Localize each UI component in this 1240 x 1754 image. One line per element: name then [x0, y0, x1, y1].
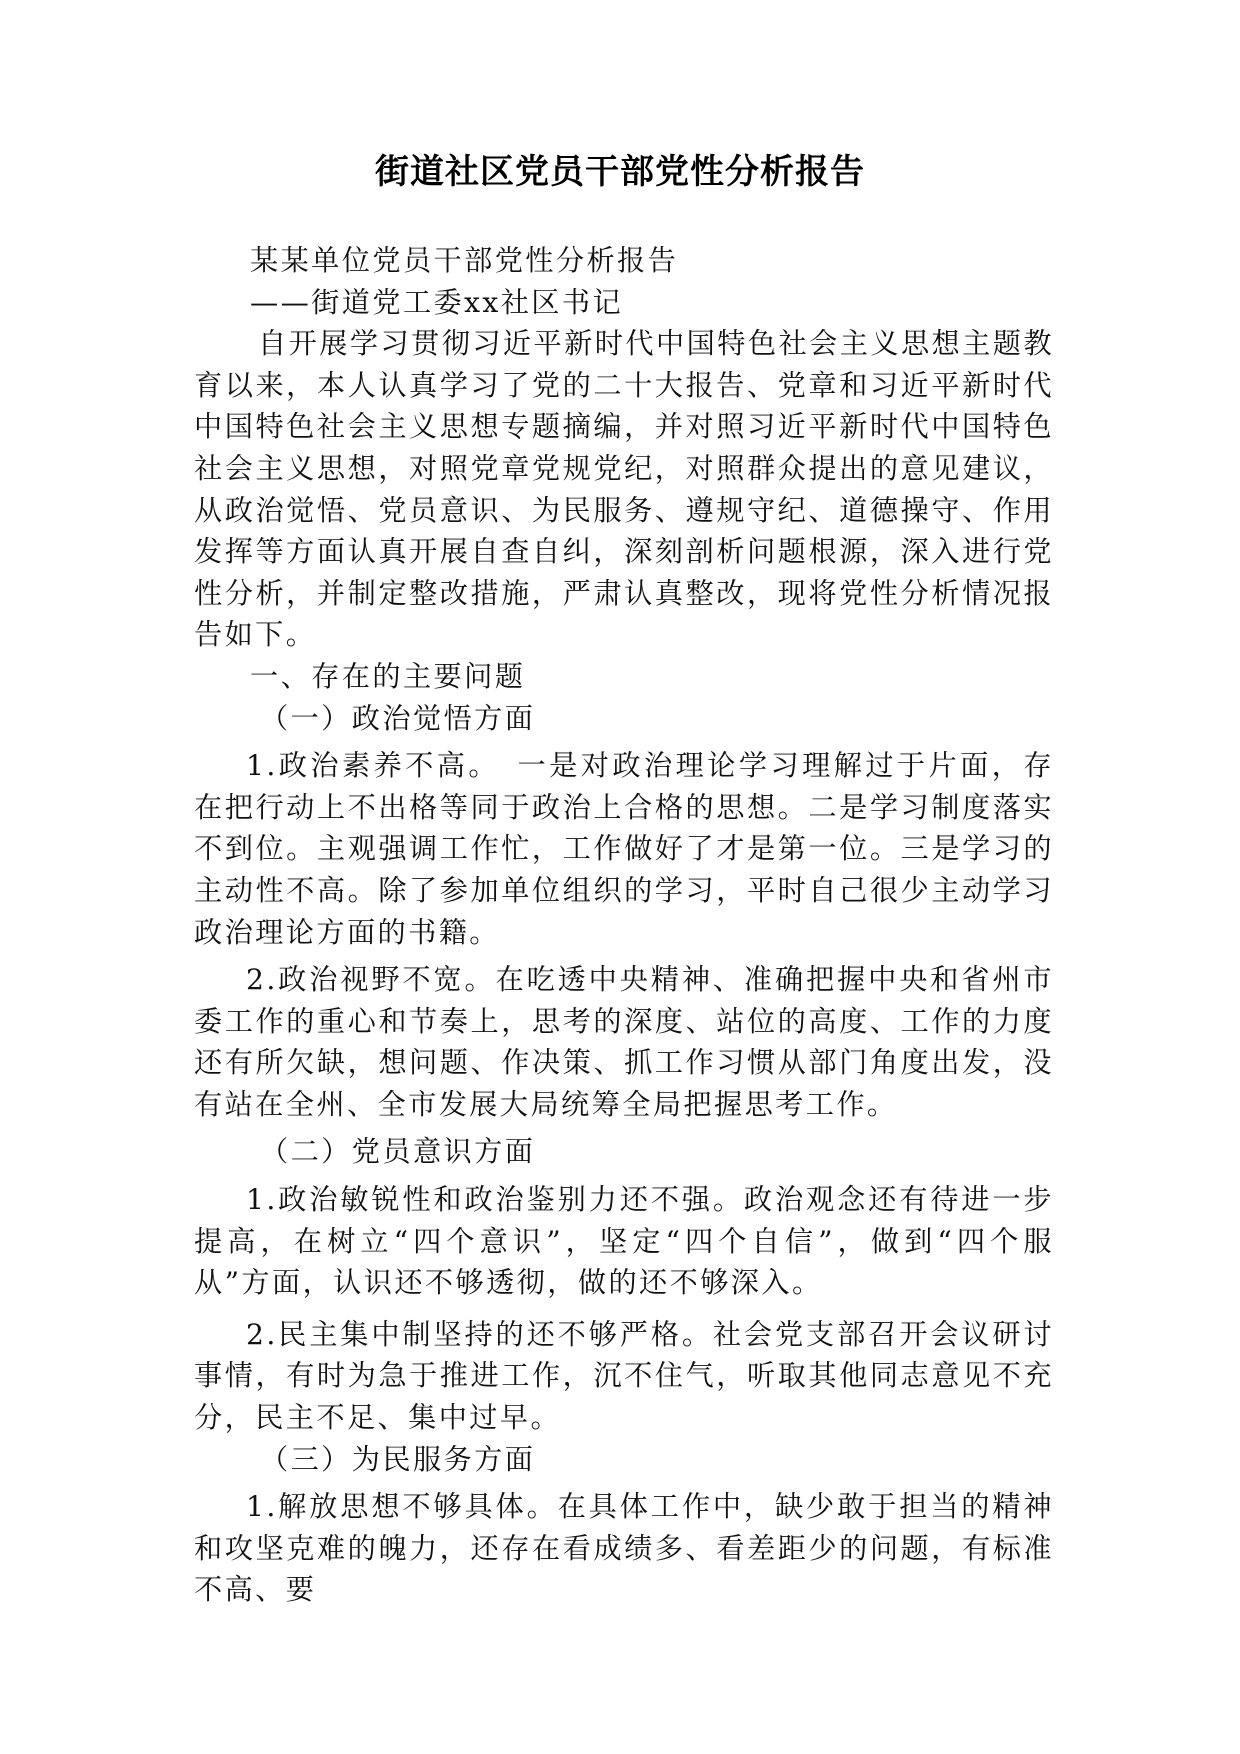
intro-paragraph: 自开展学习贯彻习近平新时代中国特色社会主义思想主题教育以来，本人认真学习了党的二十大报告、党章和习近平新时代中国特色社会主义思想专题摘编，并对照习近平新时代中国特色社会主义思想，对照党章党规党纪，对照群众提出的意见建议，从政治觉悟、党员意识、为民服务、遵规守纪、道德操守、作用发挥等方面认真开展自查自纠，深刻剖析问题根源，深入进行党性分析，并制定整改措施，严肃认真整改，现将党性分析情况报告如下。 [194, 327, 1054, 652]
sub-title: 某某单位党员干部党性分析报告 [250, 244, 679, 277]
list-item: 2.政治视野不宽。在吃透中央精神、准确把握中央和省州市委工作的重心和节奏上，思考的深度、站位的高度、工作的力度还有所欠缺，想问题、作决策、抓工作习惯从部门角度出发，没有站在全州、全市发展大局统筹全局把握思考工作。 [194, 963, 1054, 1121]
subsection-heading: （二）党员意识方面 [260, 1135, 536, 1169]
section-heading: 一、存在的主要问题 [250, 659, 526, 693]
list-item: 1.政治敏锐性和政治鉴别力还不强。政治观念还有待进一步提高，在树立“四个意识”，坚定“四个自信”，做到“四个服从”方面，认识还不够透彻，做的还不够深入。 [194, 1183, 1054, 1300]
list-item: 1.政治素养不高。 一是对政治理论学习理解过于片面，存在把行动上不出格等同于政治上合格的思想。二是学习制度落实不到位。主观强调工作忙，工作做好了才是第一位。三是学习的主动性不高。除了参加单位组织的学习，平时自己很少主动学习政治理论方面的书籍。 [194, 749, 1054, 949]
document-body [194, 240, 1054, 1611]
list-item: 1.解放思想不够具体。在具体工作中，缺少敢于担当的精神和攻坚克难的魄力，还存在看成绩多、看差距少的问题，有标准不高、要 [194, 1490, 1054, 1607]
author-line: ——街道党工委xx社区书记 [250, 285, 624, 319]
list-item: 2.民主集中制坚持的还不够严格。社会党支部召开会议研讨事情，有时为急于推进工作，沉不住气，听取其他同志意见不充分，民主不足、集中过早。 [194, 1317, 1054, 1435]
document-title: 街道社区党员干部党性分析报告 [375, 152, 865, 192]
subsection-heading: （一）政治觉悟方面 [260, 701, 536, 735]
subsection-heading: （三）为民服务方面 [260, 1442, 536, 1476]
